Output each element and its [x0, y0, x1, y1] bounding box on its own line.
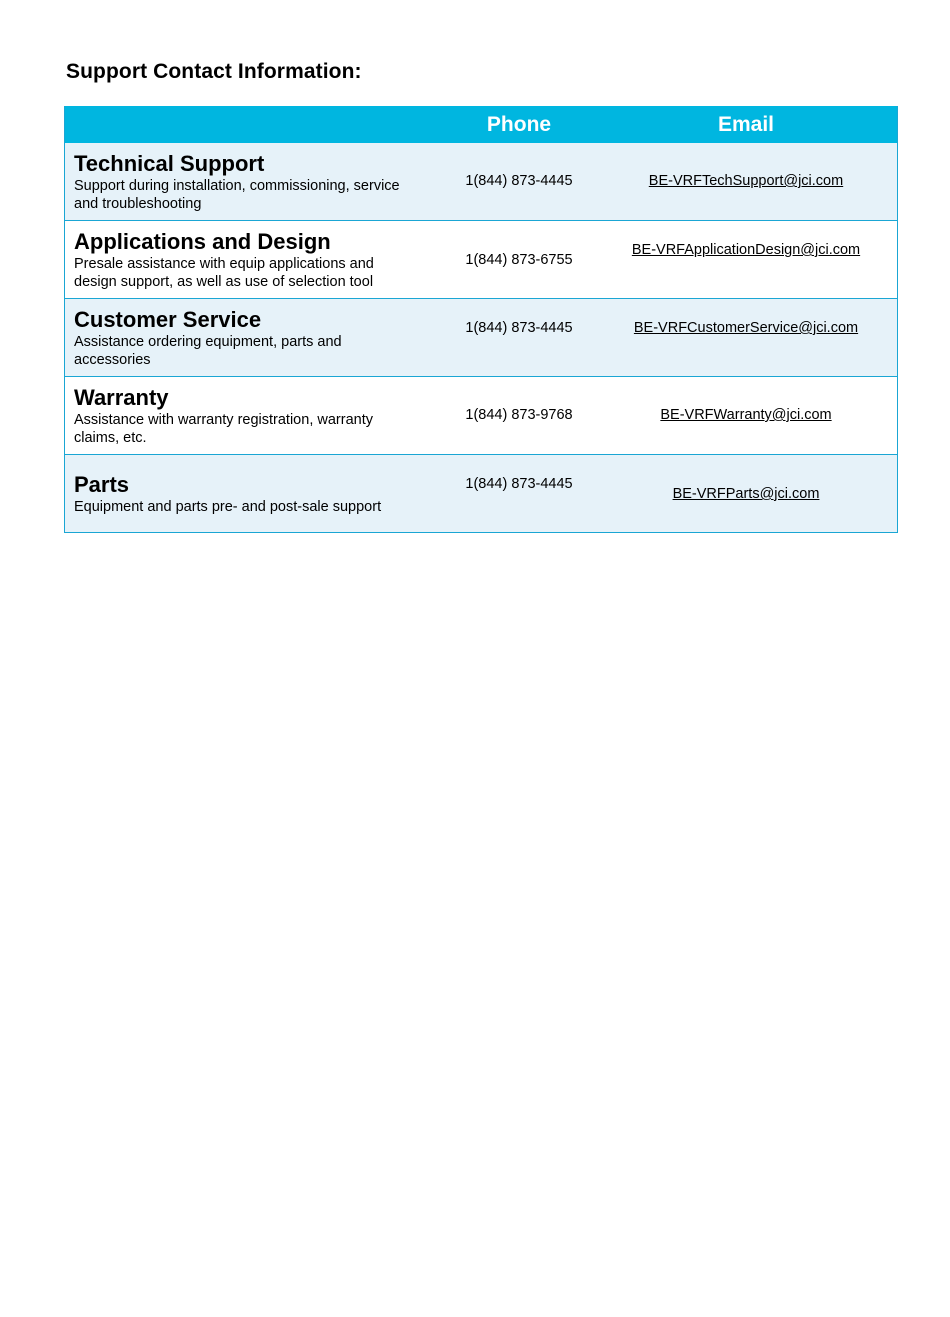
row-description: Presale assistance with equip applications and design support, as well as use of selection tool	[74, 256, 374, 290]
table-row	[65, 455, 897, 533]
email-link[interactable]: BE-VRFWarranty@jci.com	[660, 407, 832, 423]
email-link[interactable]: BE-VRFApplicationDesign@jci.com	[631, 242, 861, 258]
row-email-cell	[595, 455, 897, 532]
row-title: Technical Support	[74, 151, 265, 176]
row-title: Applications and Design	[74, 229, 331, 254]
row-email-cell	[595, 221, 897, 298]
phone-number: 1(844) 873-4445	[465, 173, 573, 189]
row-email-cell	[595, 377, 897, 454]
table-header-row	[65, 106, 897, 143]
row-description-cell	[65, 221, 443, 298]
row-description: Support during installation, commissioning, service and troubleshooting	[74, 178, 400, 212]
row-title: Parts	[74, 472, 130, 497]
section-heading: Support Contact Information:	[66, 60, 362, 83]
phone-number: 1(844) 873-9768	[465, 407, 573, 423]
row-email-cell	[595, 299, 897, 376]
phone-number: 1(844) 873-4445	[465, 476, 573, 492]
row-description-cell	[65, 299, 443, 376]
row-phone-cell	[443, 143, 595, 220]
header-email: Email	[717, 112, 775, 136]
row-description-cell	[65, 455, 443, 532]
row-phone-cell	[443, 221, 595, 298]
phone-number: 1(844) 873-4445	[465, 320, 573, 336]
row-email-cell	[595, 143, 897, 220]
row-title: Customer Service	[74, 307, 262, 332]
row-phone-cell	[443, 377, 595, 454]
email-link[interactable]: BE-VRFParts@jci.com	[672, 486, 820, 502]
table-row	[65, 143, 897, 221]
row-description: Assistance with warranty registration, warranty claims, etc.	[74, 412, 373, 446]
table-row	[65, 221, 897, 299]
table-row	[65, 377, 897, 455]
phone-number: 1(844) 873-6755	[465, 252, 573, 268]
email-link[interactable]: BE-VRFTechSupport@jci.com	[648, 173, 844, 189]
row-phone-cell	[443, 299, 595, 376]
row-phone-cell	[443, 455, 595, 532]
row-description-cell	[65, 143, 443, 220]
row-description: Assistance ordering equipment, parts and accessories	[74, 334, 342, 368]
table-row	[65, 299, 897, 377]
support-contact-table	[64, 106, 898, 533]
row-title: Warranty	[74, 385, 169, 410]
row-description: Equipment and parts pre- and post-sale support	[74, 499, 382, 515]
email-link[interactable]: BE-VRFCustomerService@jci.com	[633, 320, 859, 336]
row-description-cell	[65, 377, 443, 454]
header-phone: Phone	[486, 112, 552, 136]
